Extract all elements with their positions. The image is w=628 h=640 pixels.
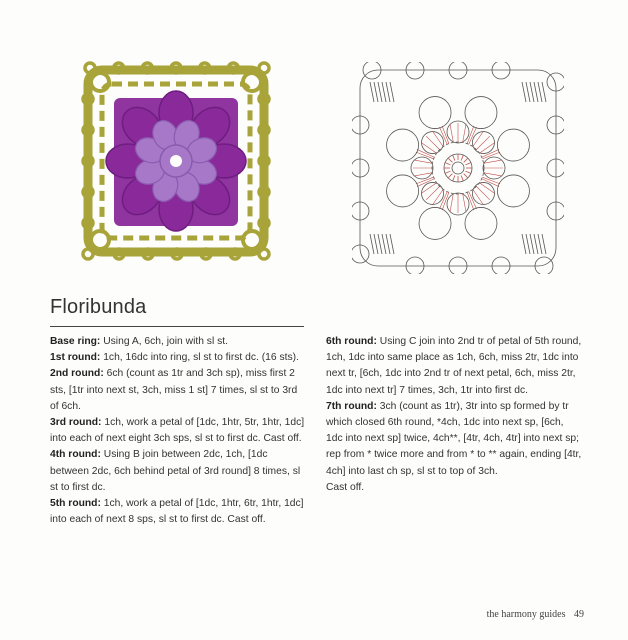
chart-petal-5th [465, 207, 497, 239]
instruction-paragraph [326, 399, 582, 480]
round-label: Base ring: [50, 336, 101, 347]
chart-round-2 [432, 142, 484, 194]
chart-stitch [453, 175, 455, 181]
chart-chain-loop [352, 245, 369, 263]
chart-corner-stitch [378, 82, 382, 102]
crochet-motif-photo [78, 58, 274, 264]
round-text: Using B join between 2dc, 1ch, [1dc between 2dc, 6ch behind petal of 3rd round] 8 times, sl st to first dc. [50, 449, 301, 493]
chart-corner-stitch [534, 234, 538, 254]
chart-corner-stitch [374, 82, 378, 102]
border-corner-loop [91, 231, 109, 249]
chart-petal-5th [497, 175, 529, 207]
instruction-paragraph [50, 366, 308, 415]
chart-chain-loop [449, 62, 467, 79]
round-label: 4th round: [50, 449, 101, 461]
border-corner-loop [243, 231, 261, 249]
chart-chain-loop [535, 257, 553, 274]
chart-stitch [453, 155, 455, 161]
chart-corner-stitch [530, 234, 534, 254]
instruction-paragraph [50, 447, 308, 496]
chart-corner-stitch [542, 82, 546, 102]
chart-chain-loop [547, 116, 564, 134]
round-text: Using C join into 2nd tr of petal of 5th round, 1ch, 1dc into same place as 1ch, 6ch, miss 2tr, 1dc into next tr, [6ch, 1dc into 2nd tr of next petal, 6ch, miss 2tr, 1dc into next tr] 7 times, 3ch, 1tr into first dc. [326, 336, 582, 396]
chart-corner-stitch [386, 234, 390, 254]
page-footer [487, 609, 584, 620]
purple-flower [106, 91, 246, 231]
chart-corner-stitch [526, 234, 530, 254]
chart-stitch [465, 171, 471, 173]
border-corner-loop [243, 73, 261, 91]
round-text: 1ch, 16dc into ring, sl st to first dc. (16 sts). [100, 352, 299, 364]
border-picot [259, 63, 269, 73]
round-text: 3ch (count as 1tr), 3tr into sp formed by tr which closed 6th round, *4ch, 1dc into next sp, [6ch, 1dc into next sp] twice, 4ch**, [4tr, 4ch, 4tr] into next sp; rep from * twice more and from * to ** again, ending [4tr, 4ch] into last ch sp, sl st to top of 3ch. [326, 400, 582, 477]
chart-chain-loop [547, 73, 564, 91]
chart-chain-loop [406, 62, 424, 79]
crochet-chart-diagram [352, 62, 564, 274]
chart-chain-loop [492, 257, 510, 274]
border-picot [85, 63, 95, 73]
chart-corner-stitch [370, 82, 374, 102]
chart-petal-5th [419, 207, 451, 239]
chart-corner-stitch [374, 234, 378, 254]
chart-corner-stitch [390, 234, 394, 254]
chart-petal-5th [419, 97, 451, 129]
chart-chain-loop [352, 159, 369, 177]
round-text: Using A, 6ch, join with sl st. [100, 336, 228, 347]
chart-corner-stitch [370, 234, 374, 254]
chart-corner-stitch [542, 234, 546, 254]
chart-stitch [445, 163, 451, 165]
chart-stitch [464, 174, 468, 178]
chart-chain-loop [547, 159, 564, 177]
round-label: 2nd round: [50, 368, 104, 380]
round-label: 6th round: [326, 336, 377, 347]
instructions-right-column [326, 334, 582, 496]
chart-corner-stitch [522, 82, 526, 102]
chart-corner-stitch [522, 234, 526, 254]
chart-corner-stitch [538, 234, 542, 254]
round-text: Cast off. [326, 481, 365, 493]
instruction-paragraph [50, 334, 308, 350]
instruction-paragraph [326, 334, 582, 399]
flower-center-hole [170, 155, 182, 167]
border-picot [259, 249, 269, 259]
chart-chain-loop [547, 202, 564, 220]
round-text: 6ch (count as 1tr and 3ch sp), miss first 2 sts, [1tr into next st, 3ch, miss 1 st] 7 times, sl st to 3rd of 6ch. [50, 368, 298, 412]
chart-chain-loop [449, 257, 467, 274]
chart-chain-loop [492, 62, 510, 79]
instruction-paragraph [50, 415, 308, 447]
chart-corner-stitch [386, 82, 390, 102]
chart-chain-loop [406, 257, 424, 274]
round-label: 7th round: [326, 400, 377, 412]
chart-corner-stitch [390, 82, 394, 102]
page-number: 49 [574, 609, 584, 620]
chart-stitch [461, 175, 463, 181]
chart-petal-5th [387, 129, 419, 161]
chart-chain-loop [352, 202, 369, 220]
round-text: 1ch, work a petal of [1dc, 1htr, 6tr, 1htr, 1dc] into each of next 8 sps, sl st to first dc. Cast off. [50, 498, 304, 526]
chart-corner-stitch [530, 82, 534, 102]
chart-stitch [448, 174, 452, 178]
chart-stitch [448, 158, 452, 162]
chart-petal-5th [387, 175, 419, 207]
chart-chain-loop [352, 116, 369, 134]
title-divider [50, 326, 304, 327]
border-corner-loop [91, 73, 109, 91]
chart-stitch [464, 158, 468, 162]
pattern-title: Floribunda [50, 296, 147, 318]
round-label: 1st round: [50, 352, 101, 364]
border-picot [83, 249, 93, 259]
instructions-left-column [50, 334, 308, 528]
chart-corner-stitch [378, 234, 382, 254]
chart-stitch [461, 155, 463, 161]
round-label: 5th round: [50, 498, 101, 510]
chart-stitch [445, 171, 451, 173]
chart-base-ring [452, 162, 464, 174]
round-text: 1ch, work a petal of [1dc, 1htr, 5tr, 1htr, 1dc] into each of next eight 3ch sps, sl st to first dc. Cast off. [50, 417, 305, 445]
chart-corner-stitch [526, 82, 530, 102]
guide-name: the harmony guides [486, 609, 566, 620]
chart-petal-5th [497, 129, 529, 161]
round-label: 3rd round: [50, 417, 102, 429]
instruction-paragraph [50, 350, 308, 366]
instruction-paragraph [50, 496, 308, 528]
chart-corner-stitch [382, 82, 386, 102]
chart-chain-loop [363, 62, 381, 79]
chart-petal-5th [465, 97, 497, 129]
chart-corner-stitch [534, 82, 538, 102]
chart-corner-stitch [382, 234, 386, 254]
instruction-paragraph [326, 480, 582, 496]
chart-stitch [465, 163, 471, 165]
chart-corner-stitch [538, 82, 542, 102]
